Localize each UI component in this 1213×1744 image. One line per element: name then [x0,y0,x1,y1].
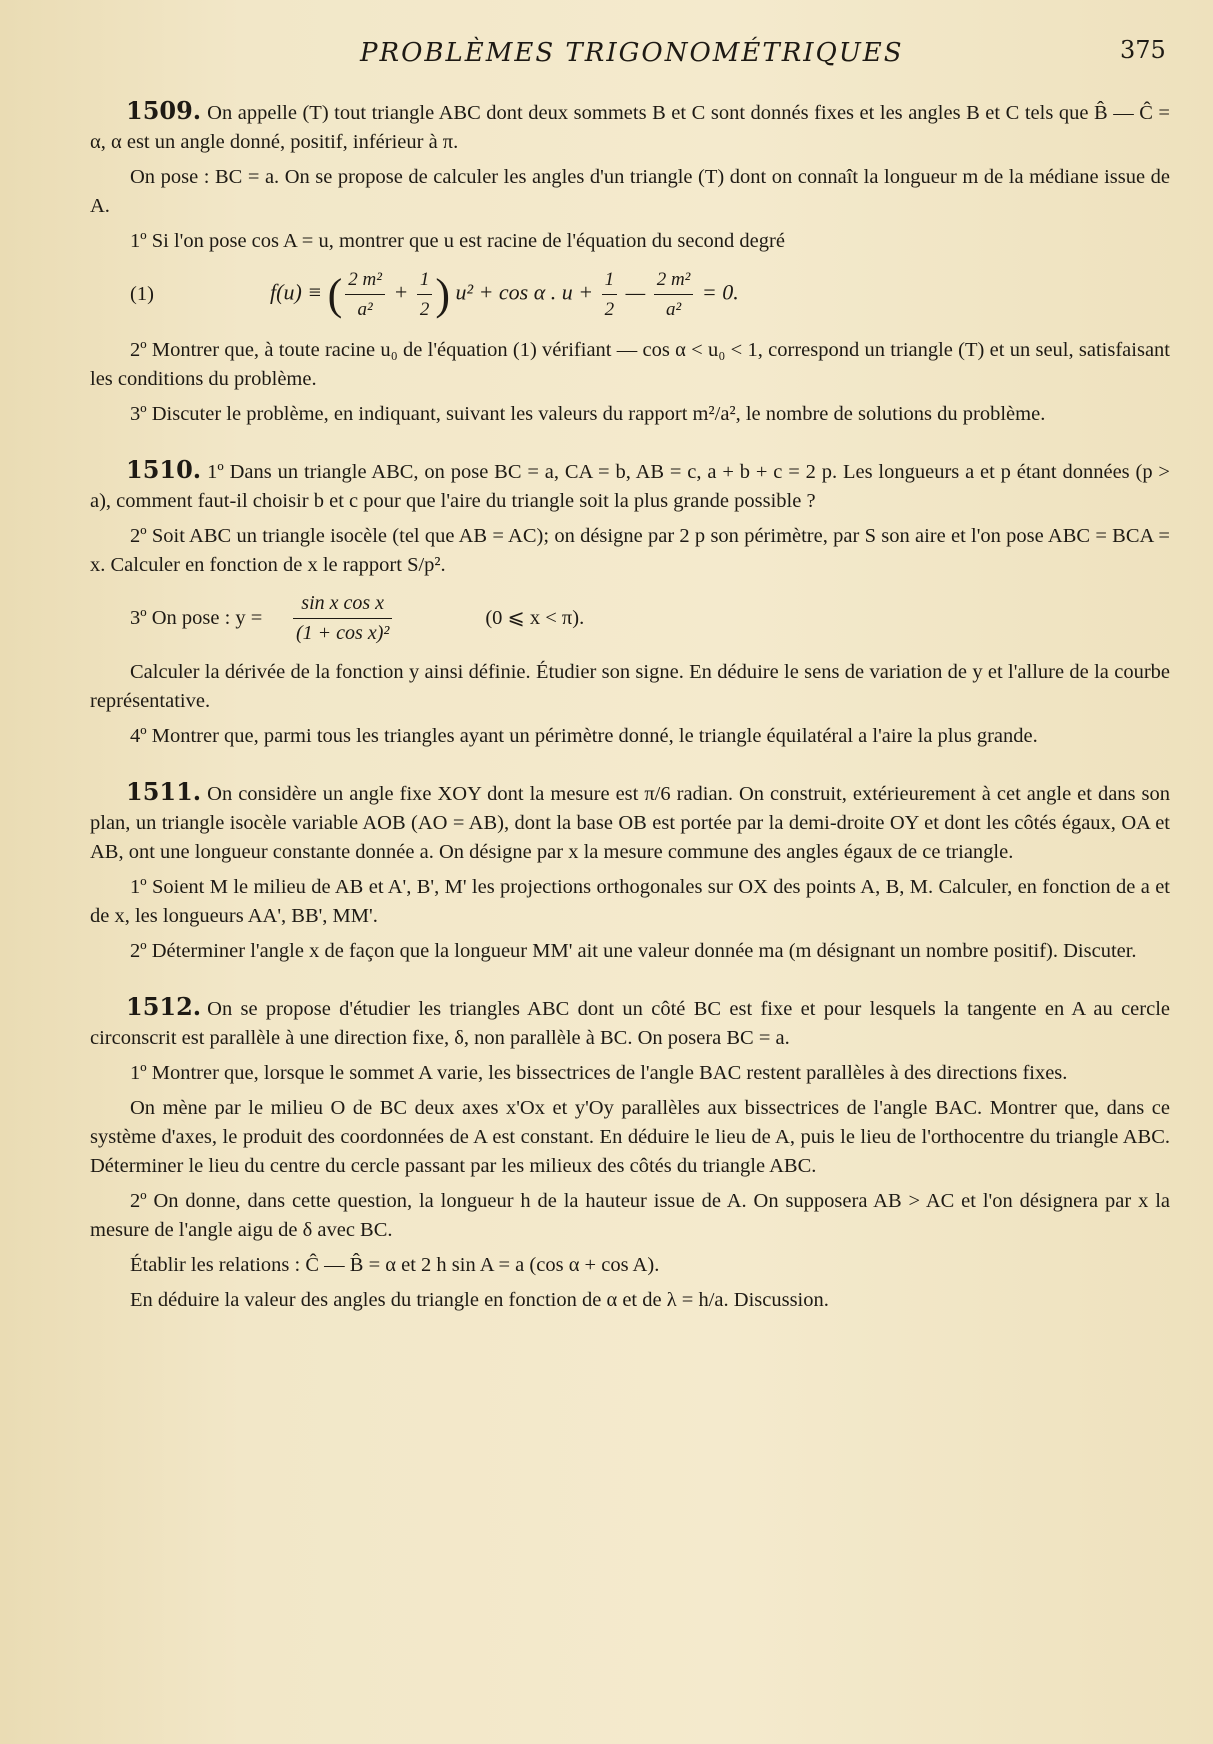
equation-1 [90,262,1170,326]
problem-1509-q1: 1º Si l'on pose cos A = u, montrer que u est racine de l'équation du second degré [130,230,785,252]
fraction-num: 2 m² [345,265,385,295]
problem-1510-q3-text: Calculer la dérivée de la fonction y ainsi définie. Étudier son signe. En déduire le sens de variation de y et l'allure de la courbe représentative. [90,661,1170,712]
problem-text: On appelle (T) tout triangle ABC dont deux sommets B et C sont donnés fixes et les angles B et C tels que B̂ — Ĉ = α, α est un angle donné, positif, inférieur à π. [90,102,1170,153]
fraction-den: a² [665,298,682,320]
problem-1512-q1: 1º Montrer que, lorsque le sommet A varie, les bissectrices de l'angle BAC restent parallèles à des directions fixes. [130,1062,1068,1084]
problem-1510-q2: 2º Soit ABC un triangle isocèle (tel que AB = AC); on désigne par 2 p son périmètre, par S son aire et l'on pose ABC = BCA = x. Calculer en fonction de x le rapport S/p². [90,525,1170,576]
fraction-den: 2 [604,298,615,320]
problem-1512-intro [90,992,1170,1053]
eq-condition: (0 ⩽ x < π). [485,606,585,629]
problem-1511-intro [90,777,1170,867]
fraction [345,265,385,324]
problem-1511-q2: 2º Déterminer l'angle x de façon que la longueur MM' ait une valeur donnée ma (m désignant un nombre positif). Discuter. [130,940,1137,962]
eq-lead: 3º On pose : y = [130,606,263,629]
fraction-den: 2 [419,298,430,320]
fraction [417,265,433,324]
problem-1511-q1: 1º Soient M le milieu de AB et A', B', M' les projections orthogonales sur OX des points A, B, M. Calculer, en fonction de a et de x, les longueurs AA', BB', MM'. [90,876,1170,927]
problem-number: 1510. [126,455,202,484]
running-title: PROBLÈMES TRIGONOMÉTRIQUES [360,38,904,68]
problem-1512-q2c: En déduire la valeur des angles du triangle en fonction de α et de λ = h/a. Discussion. [130,1289,829,1311]
fraction [654,265,694,324]
problem-1512-q2b: Établir les relations : Ĉ — B̂ = α et 2 h sin A = a (cos α + cos A). [130,1254,660,1276]
problem-text: 1º Dans un triangle ABC, on pose BC = a, CA = b, AB = c, a + b + c = 2 p. Les longueurs a et p étant données (p > a), comment faut-il choisir b et c pour que l'aire du triangle soit la plus grande possible ? [90,461,1170,512]
fraction-num: 1 [417,265,433,295]
problem-number: 1512. [126,992,202,1021]
problem-number: 1509. [126,96,202,125]
problem-number: 1511. [126,777,202,806]
problem-1512 [90,992,1170,1315]
eq-plus: + [393,279,409,305]
problem-1512-q2: 2º On donne, dans cette question, la longueur h de la hauteur issue de A. On supposera AB > AC et l'on désignera par x la mesure de l'angle aigu de δ avec BC. [90,1190,1170,1241]
fraction-num: 1 [602,265,618,295]
problem-1509 [90,96,1170,429]
fraction-num: sin x cos x [293,589,392,619]
fraction [293,589,392,648]
problem-1512-q1b: On mène par le milieu O de BC deux axes x'Ox et y'Oy parallèles aux bissectrices de l'angle BAC. Montrer que, dans ce système d'axes, le produit des coordonnées de A est constant. En déduire le lieu de A, puis le lieu de l'orthocentre du triangle ABC. Déterminer le lieu du centre du cercle passant par les milieux des côtés du triangle ABC. [90,1097,1170,1177]
page-header [0,34,1213,74]
paren-close: ) [435,269,450,319]
problem-1509-setup: On pose : BC = a. On se propose de calculer les angles d'un triangle (T) dont on connaît la longueur m de la médiane issue de A. [90,166,1170,217]
equation-tag: (1) [130,282,154,305]
problem-1509-q2: 2º Montrer que, à toute racine u₀ de l'équation (1) vérifiant — cos α < u₀ < 1, correspond un triangle (T) et un seul, satisfaisant les conditions du problème. [90,339,1170,390]
problem-1509-q3: 3º Discuter le problème, en indiquant, suivant les valeurs du rapport m²/a², le nombre de solutions du problème. [130,403,1046,425]
paren-open: ( [327,269,343,319]
eq-end: = 0. [701,279,739,305]
page-body [90,96,1170,1341]
problem-1511 [90,777,1170,966]
fraction-num: 2 m² [654,265,694,295]
problem-text: On se propose d'étudier les triangles ABC dont un côté BC est fixe et pour lesquels la tangente en A au cercle circonscrit est parallèle à une direction fixe, δ, non parallèle à BC. On posera BC = a. [90,998,1170,1049]
eq-mid: u² + cos α . u + [455,279,594,305]
fraction-den: a² [357,298,373,320]
equation-y [90,586,1170,650]
eq-lhs: f(u) ≡ [270,279,323,305]
page-number: 375 [1120,36,1166,64]
problem-1509-intro [90,96,1170,157]
problem-1510-q4: 4º Montrer que, parmi tous les triangles ayant un périmètre donné, le triangle équilatéral a l'aire la plus grande. [130,725,1038,747]
problem-text: On considère un angle fixe XOY dont la mesure est π/6 radian. On construit, extérieurement à cet angle et dans son plan, un triangle isocèle variable AOB (AO = AB), dont la base OB est portée par la demi-droite OY et dont les côtés égaux, OA et AB, ont une longueur constante donnée a. On désigne par x la mesure commune des angles égaux de ce triangle. [90,783,1170,863]
eq-minus: — [625,279,646,305]
equation-body [270,265,739,324]
fraction [602,265,618,324]
problem-1510 [90,455,1170,751]
fraction-den: (1 + cos x)² [296,621,390,644]
problem-1510-q1 [90,455,1170,516]
